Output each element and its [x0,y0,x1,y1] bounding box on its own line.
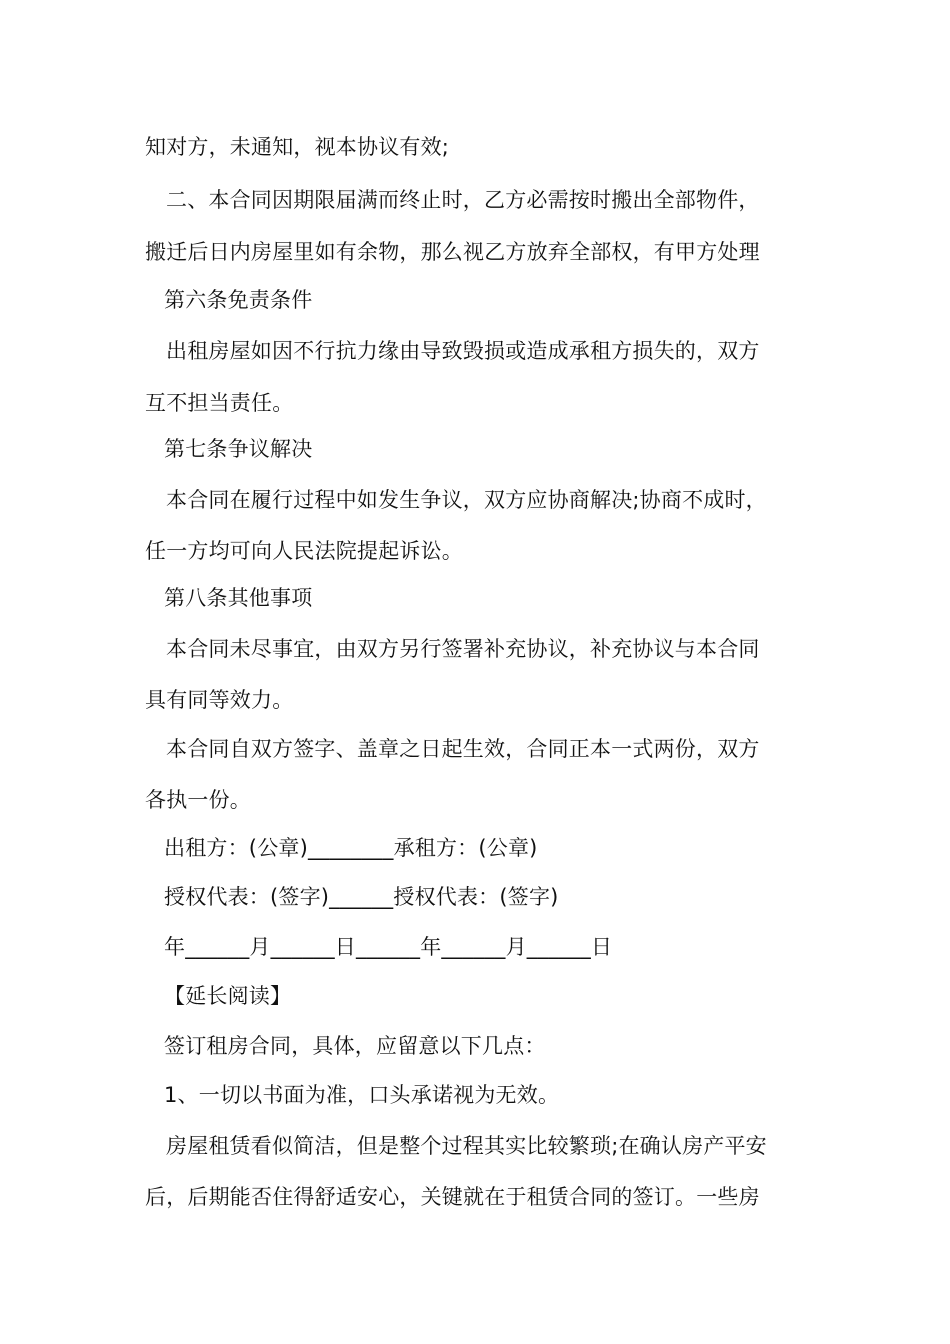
paragraph-line: 房屋租赁看似简洁，但是整个过程其实比较繁琐;在确认房产平安 [166,1134,767,1158]
paragraph-line: 本合同自双方签字、盖章之日起生效，合同正本一式两份，双方 [166,737,760,761]
date-line: 年______月______日______年______月______日 [164,935,613,959]
paragraph-line: 签订租房合同，具体，应留意以下几点： [164,1034,546,1058]
paragraph-line: 出租房屋如因不行抗力缘由导致毁损或造成承租方损失的，双方 [166,339,760,363]
section-heading: 第八条其他事项 [164,586,313,610]
paragraph-line: 后，后期能否住得舒适安心，关键就在于租赁合同的签订。一些房 [145,1185,760,1209]
signature-line: 出租方：(公章)________承租方：(公章) [164,836,538,860]
list-item: 1、一切以书面为准，口头承诺视为无效。 [164,1083,560,1107]
paragraph-line: 任一方均可向人民法院提起诉讼。 [145,539,463,563]
paragraph-line: 各执一份。 [145,788,251,812]
paragraph-line: 本合同未尽事宜，由双方另行签署补充协议，补充协议与本合同 [166,637,760,661]
paragraph-line: 互不担当责任。 [145,391,294,415]
paragraph-line: 知对方，未通知，视本协议有效; [145,135,450,159]
paragraph-line: 具有同等效力。 [145,688,294,712]
section-heading: 【延长阅读】 [164,984,292,1008]
paragraph-line: 本合同在履行过程中如发生争议，双方应协商解决;协商不成时， [166,488,767,512]
paragraph-line: 搬迁后日内房屋里如有余物，那么视乙方放弃全部权，有甲方处理 [145,240,760,264]
signature-line: 授权代表：(签字)______授权代表：(签字) [164,885,559,909]
section-heading: 第六条免责条件 [164,288,313,312]
section-heading: 第七条争议解决 [164,437,313,461]
paragraph-line: 二、本合同因期限届满而终止时，乙方必需按时搬出全部物件， [166,188,760,212]
